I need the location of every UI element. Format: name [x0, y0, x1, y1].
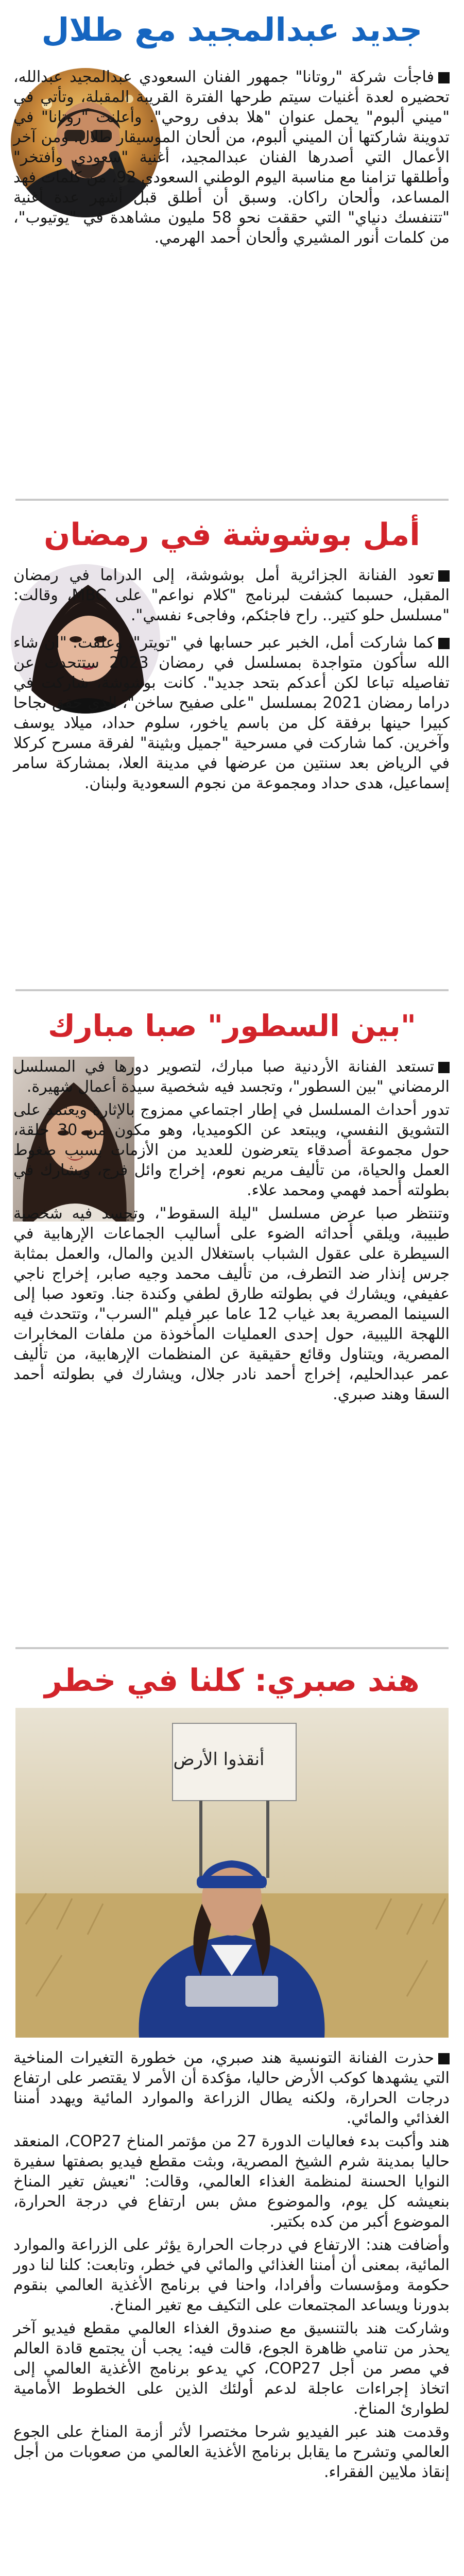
- paragraph: تدور أحداث المسلسل في إطار اجتماعي ممزوج بالإثارة ويعتمد على التشويق النفسي، ويبتعد عن الكوميديا، وهو مكون من 30 حلقة، حول مجموعة أصدقاء يتعرضون للعديد من الأزمات بسبب ضغوط العمل والحياة، من تأليف مريم نعوم، إخراج وائل فرج، ويشارك في بطولته أحمد فهمي ومحمد علاء.: [13, 1101, 450, 1199]
- article-abdulmajeed: [0, 0, 464, 507]
- paragraph: وشاركت هند بالتنسيق مع صندوق الغذاء العالمي مقطع فيديو آخر يحذر من تنامي ظاهرة الجوع، قالت فيه: يجب أن يجتمع قادة العالم في مصر من أجل COP27، كي يدعو برنامج الأغذية العالمي إلى اتخاذ إجراءات عاجلة لدعم أولئك الذين على الخطوط الأمامية لطوارئ المناخ.: [13, 2319, 450, 2418]
- headline: أمل بوشوشة في رمضان: [44, 517, 420, 553]
- sign-text: أنقذوا الأرض: [173, 1749, 265, 1770]
- paragraph: تستعد الفنانة الأردنية صبا مبارك، لتصوير دورها في المسلسل الرمضاني "بين السطور"، وتجسد فيه شخصية سيدة أعمال شهيرة.: [13, 1058, 450, 1096]
- paragraph: هند وأكبت بدء فعاليات الدورة 27 من مؤتمر المناخ COP27، المنعقد حاليا بمدينة شرم الشيخ المصرية، وبثت مقطع فيديو بصفتها سفيرة النوايا الحسنة لمنظمة الغذاء العالمي، وقالت: "نعيش تغير المناخ بنعيشه كل يوم، والموضوع مش بس ارتفاع في درجة الحرارة، الموضوع أكبر من كده بكتير.: [13, 2132, 450, 2231]
- article-saba: [0, 997, 464, 1656]
- divider: [15, 1647, 449, 1649]
- article-body: [13, 1057, 450, 1404]
- bullet-icon: [438, 638, 450, 649]
- headline: هند صبري: كلنا في خطر: [44, 1663, 420, 1699]
- bullet-icon: [438, 570, 450, 582]
- article-body: [13, 565, 450, 793]
- paragraph: تعود الفنانة الجزائرية أمل بوشوشة، إلى الدراما في رمضان المقبل، حسبما كشفت لبرنامج "كلام نواعم" على MBC، وقالت: "مسلسل حلو كتير.. راح فاجئكم، وفاجىء نفسي".: [13, 566, 450, 624]
- article-amal: [0, 507, 464, 997]
- hend-photo: [15, 1708, 449, 2038]
- paragraph: كما شاركت أمل، الخبر عبر حسابها في "تويتر"، وعلقت: "ان شاء الله سأكون متواجدة بمسلسل في رمضان 2023 ستتحدث عن تفاصيله تباعا لكن أعدكم بتحد جديد". كانت بوشوشة، شاركت في دراما رمضان 2021 بمسلسل "على صفيح ساخن"، الذي حقق نجاحا كبيرا حينها برفقة كل من باسم ياخور، سلوم حداد، ميلاد يوسف وآخرين. كما شاركت في مسرحية "جميل وبثينة" لفرقة مسرح كركلا في الرياض بعد سنتين من عرضها في مدينة العلا، بمشاركة سامر إسماعيل، هدى حداد ومجموعة من نجوم السعودية ولبنان.: [13, 634, 450, 792]
- bullet-icon: [438, 1062, 450, 1073]
- paragraph: حذرت الفنانة التونسية هند صبري، من خطورة التغيرات المناخية التي يشهدها كوكب الأرض حاليا، مؤكدة أن الأمر لا يقتصر على ارتفاع درجات الحرارة، ولكنه يطال الزراعة والموارد المائية ويهدد أمننا الغذائي والمائي.: [13, 2049, 450, 2127]
- paragraph: فاجأت شركة "روتانا" جمهور الفنان السعودي عبدالمجيد عبدالله، تحضيره لعدة أغنيات سيتم طرحها الفترة القريبة المقبلة، وتأتي في "ميني ألبوم" يحمل عنوان "هلا بدفى روحي". وأعلنت "روتانا" في تدوينة شاركتها أن الميني ألبوم، من ألحان الموسيقار طلال. ومن آخر الأعمال التي أصدرها الفنان عبدالمجيد، أغنية "سعودي وأفتخر" وأطلقها تزامنا مع مناسبة اليوم الوطني السعودي 92، من كلمات فهد المساعد، وألحان راكان. وسبق أن أطلق قبل أشهر عدة أغنية "تتنفسك دنياي" التي حققت نحو 58 مليون مشاهدة في "يوتيوب"، من كلمات أنور المشيري وألحان أحمد الهرمي.: [13, 68, 450, 247]
- paragraph: وتنتظر صبا عرض مسلسل "ليلة السقوط"، وتجسد فيه شخصية طبيبة، ويلقي أحداثه الضوء على أساليب الجماعات الإرهابية في السيطرة على عقول الشباب باستغلال الدين والمال، والعمل بمثابة جرس إنذار ضد التطرف، من تأليف محمد وجيه صابر، إخراج ناجي عفيفي، ويشارك في بطولته طارق لطفي وكندة جنا. وتعود صبا إلى السينما المصرية بعد غياب 12 عاما عبر فيلم "السرب"، وتتحدث فيه اللهجة الليبية، حول إحدى العمليات المأخوذة من ملفات المخابرات المصرية، ويتناول وقائع حقيقية عن المنظمات الإرهابية، من تأليف عمر عبدالحليم، إخراج أحمد نادر جلال، ويشارك في بطولته أحمد السقا وهند صبري.: [13, 1205, 450, 1403]
- article-body: [13, 67, 450, 248]
- headline: "بين السطور" صبا مبارك: [47, 1008, 416, 1043]
- divider: [15, 989, 449, 991]
- paragraph: وأضافت هند: الارتفاع في درجات الحرارة يؤثر على الزراعة والموارد المائية، بمعنى أن أمننا الغذائي والمائي في خطر، وتابعت: كلنا لنا دور حكومة ومؤسسات وأفرادا، واحنا في برنامج الأغذية العالمي بنقوم بدورنا ويساعد المجتمعات على التكيف مع تغير المناخ.: [13, 2236, 450, 2314]
- bullet-icon: [438, 72, 450, 83]
- article-hend: [0, 1656, 464, 2576]
- paragraph: وقدمت هند عبر الفيديو شرحا مختصرا لأثر أزمة المناخ على الجوع العالمي وتشرح ما يقابل برنامج الأغذية العالمي من صعوبات من أجل إنقاذ ملايين الفقراء.: [13, 2423, 450, 2481]
- article-body: [13, 2048, 450, 2482]
- bullet-icon: [438, 2053, 450, 2064]
- headline: جديد عبدالمجيد مع طلال: [41, 11, 423, 48]
- divider: [15, 499, 449, 501]
